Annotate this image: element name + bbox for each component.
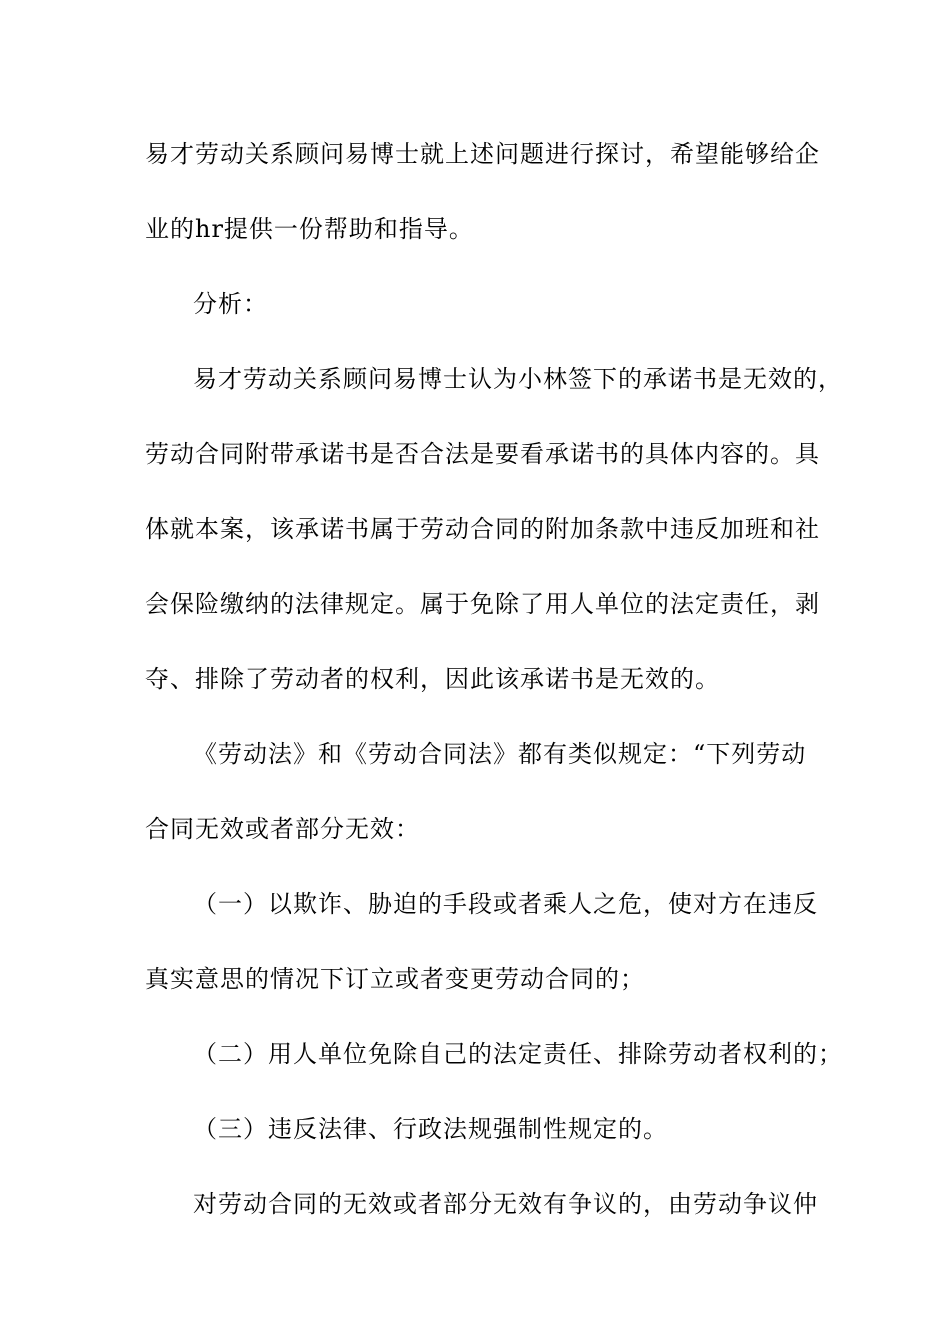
text-line: 劳动合同附带承诺书是否合法是要看承诺书的具体内容的。具	[145, 440, 820, 468]
text-line: 易才劳动关系顾问易博士就上述问题进行探讨，希望能够给企	[145, 140, 820, 168]
section-heading: 分析：	[193, 290, 268, 318]
text-line: 会保险缴纳的法律规定。属于免除了用人单位的法定责任，剥	[145, 590, 820, 618]
list-item-line: （一）以欺诈、胁迫的手段或者乘人之危，使对方在违反	[193, 890, 818, 918]
text-line: 合同无效或者部分无效：	[145, 815, 420, 843]
paragraph-start-line: 对劳动合同的无效或者部分无效有争议的，由劳动争议仲	[193, 1190, 818, 1218]
text-line: 真实意思的情况下订立或者变更劳动合同的；	[145, 965, 645, 993]
list-item-line: （三）违反法律、行政法规强制性规定的。	[193, 1115, 668, 1143]
paragraph-start-line: 易才劳动关系顾问易博士认为小林签下的承诺书是无效的，	[193, 365, 843, 393]
text-line: 体就本案，该承诺书属于劳动合同的附加条款中违反加班和社	[145, 515, 820, 543]
text-line: 业的hr提供一份帮助和指导。	[145, 215, 474, 243]
paragraph-start-line: 《劳动法》和《劳动合同法》都有类似规定：“下列劳动	[193, 740, 807, 768]
list-item-line: （二）用人单位免除自己的法定责任、排除劳动者权利的；	[193, 1040, 843, 1068]
text-line: 夺、排除了劳动者的权利，因此该承诺书是无效的。	[145, 665, 720, 693]
